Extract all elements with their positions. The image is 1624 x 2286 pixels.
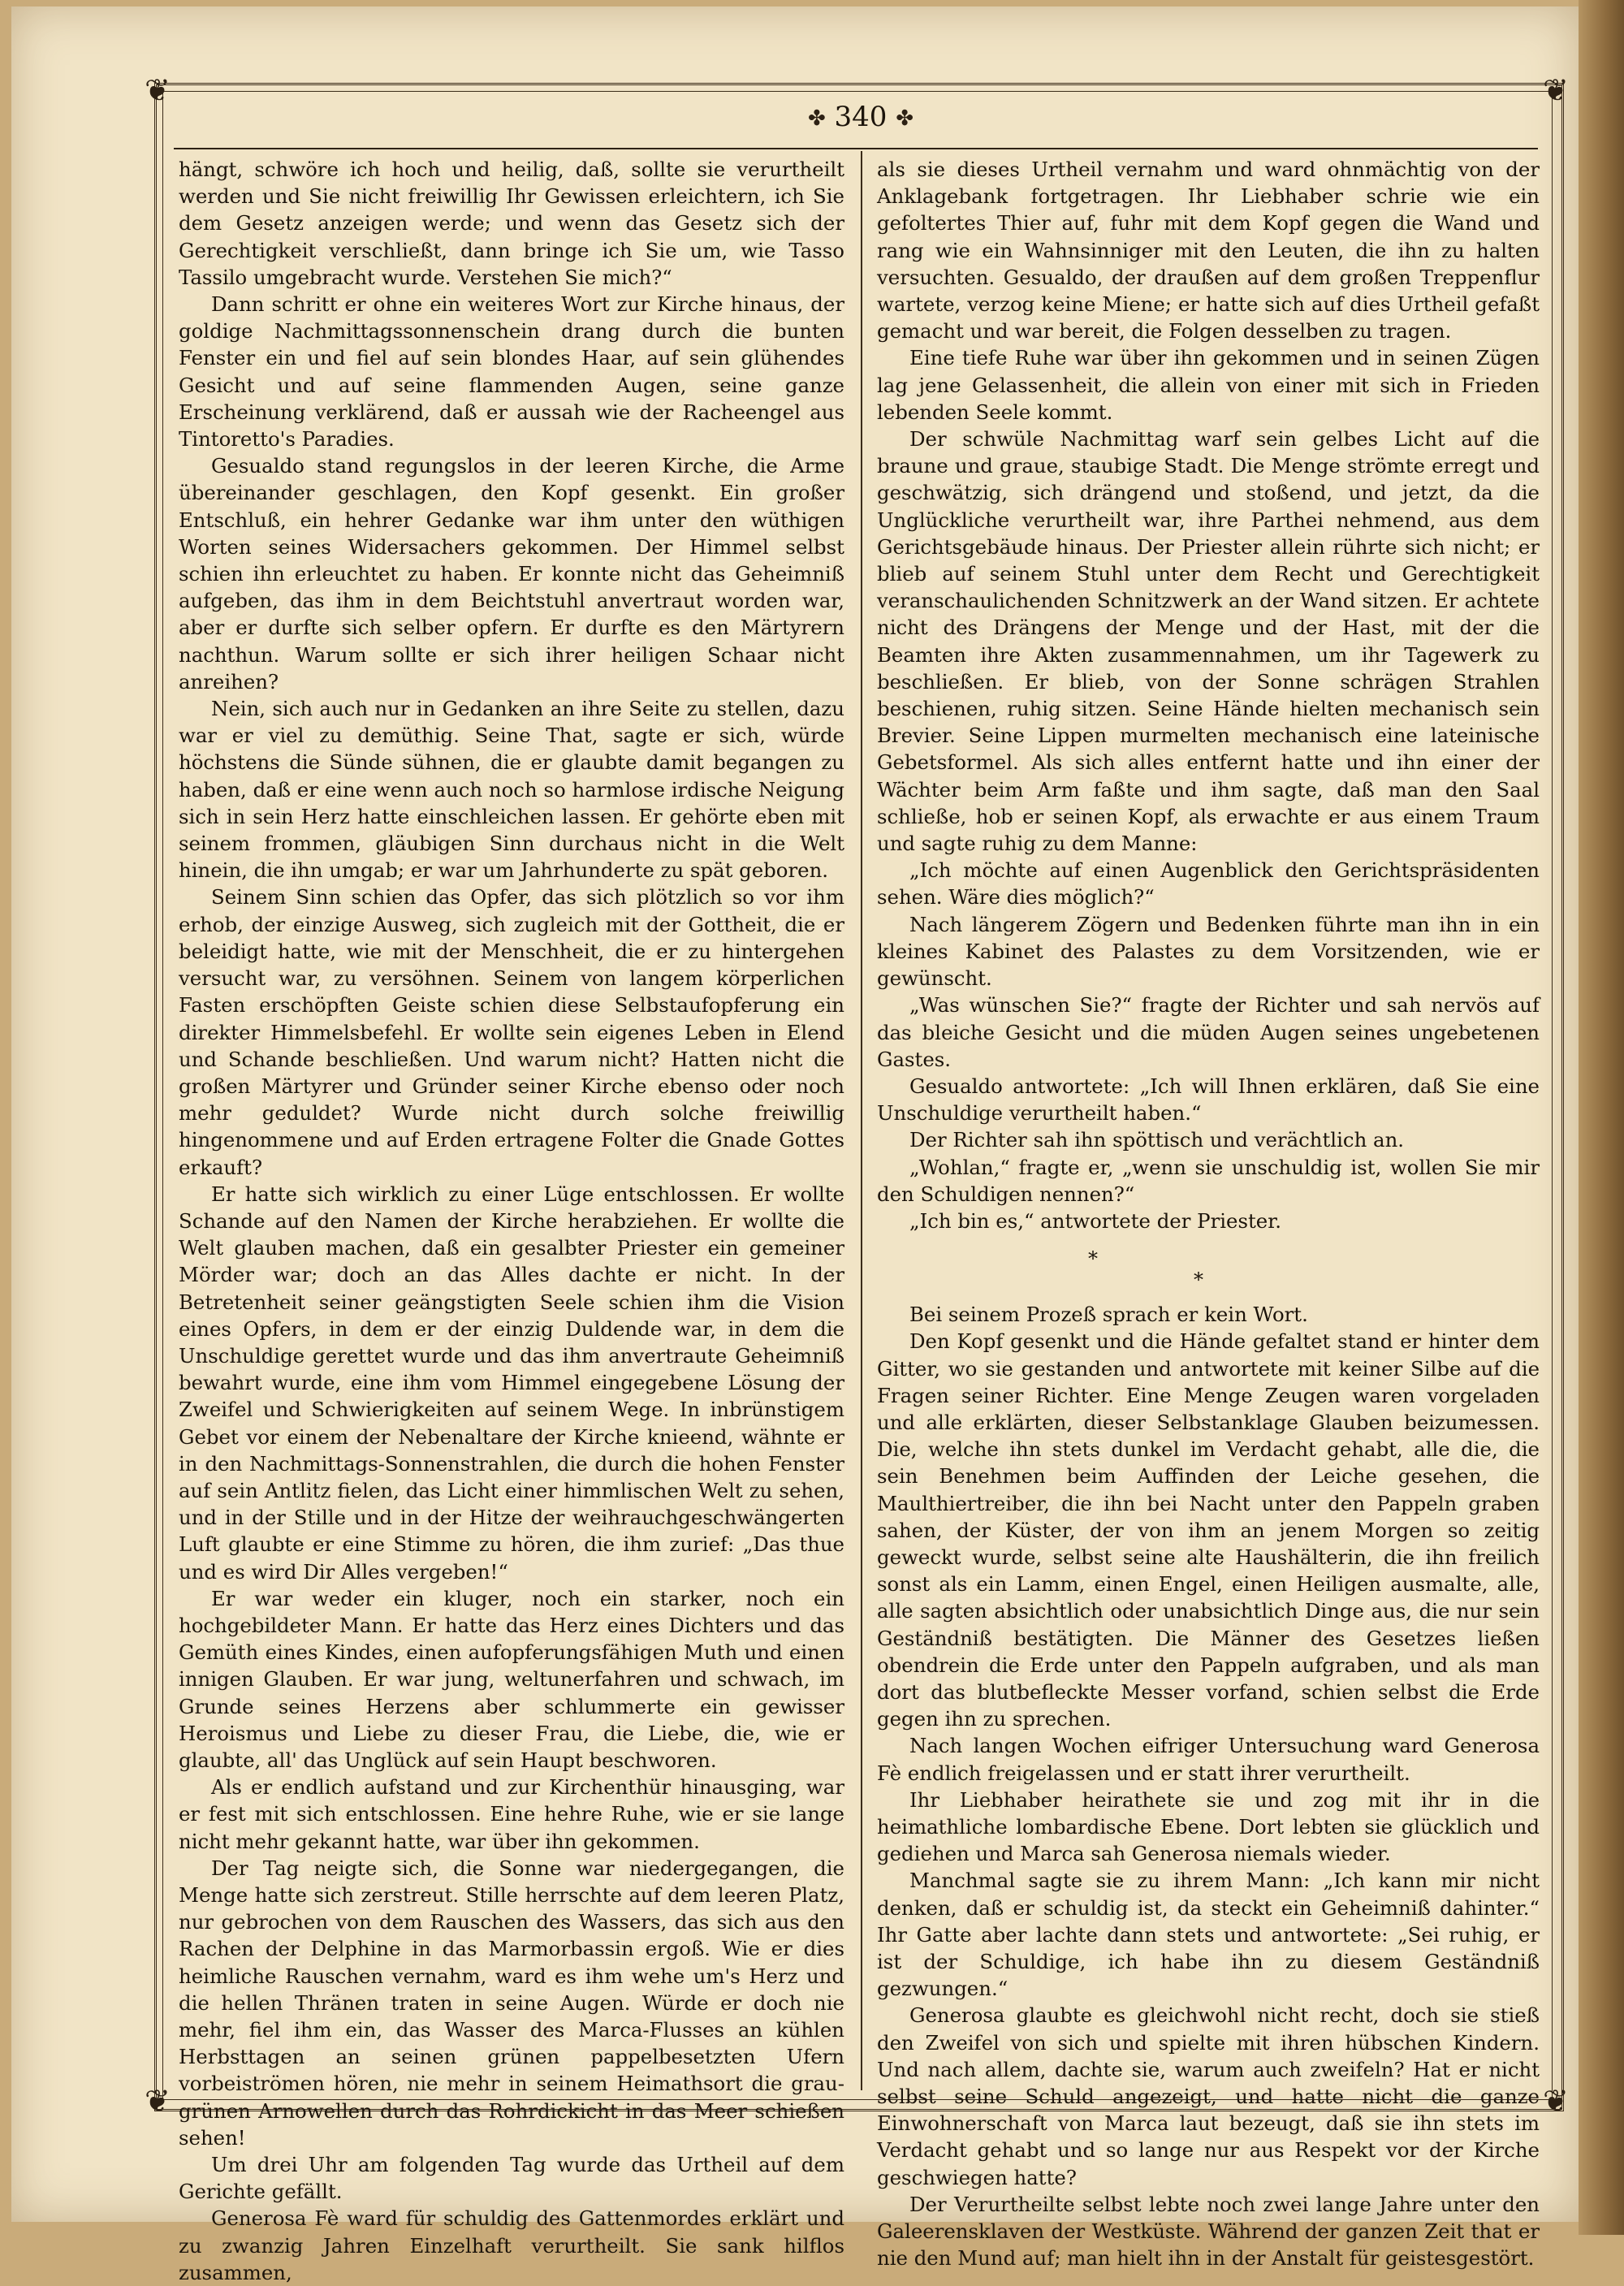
header-left-ornament-icon: ✤ <box>807 106 826 131</box>
left-column <box>179 156 844 2284</box>
paragraph: „Wohlan,“ fragte er, „wenn sie unschuldig ist, wollen Sie mir den Schuldigen nennen?“ <box>877 1155 1540 1206</box>
paragraph: Dann schritt er ohne ein weiteres Wort zur Kirche hinaus, der goldige Nachmittagssonnenschein drang durch die bunten Fenster ein und fiel auf sein blondes Haar, auf sein glühendes Gesicht und auf seine flammenden Augen, seine ganze Erscheinung verklärend, daß er aussah wie der Racheengel aus Tintoretto's Paradies. <box>179 292 844 452</box>
paragraph: Er hatte sich wirklich zu einer Lüge entschlossen. Er wollte Schande auf den Namen der Kirche herabziehen. Er wollte die Welt glauben machen, daß ein gesalbter Priester ein gemeiner Mörder war; doch an das Alles dachte er nicht. In der Betretenheit seiner geängstigten Seele schien ihm die Vision eines Opfers, in dem er der einzig Duldende war, in dem die Unschuldige gerettet wurde und das ihm anvertraute Geheimniß bewahrt wurde, eine ihm vom Himmel eingegebene Lösung der Zweifel und Schwierigkeiten auf seinem Wege. In inbrünstigem Gebet vor einem der Nebenaltare der Kirche knieend, wähnte er in den Nachmittags-Sonnenstrahlen, die durch die hohen Fenster auf sein Antlitz fielen, das Licht einer himmlischen Welt zu sehen, und in der Stille und in der Hitze der weihrauchgeschwängerten Luft glaubte er eine Stimme zu hören, die ihm zurief: „Das thue und es wird Dir Alles vergeben!“ <box>179 1182 844 1584</box>
paragraph: „Was wünschen Sie?“ fragte der Richter und sah nervös auf das bleiche Gesicht und die müden Augen seines ungebetenen Gastes. <box>877 993 1540 1071</box>
paragraph: Der Verurtheilte selbst lebte noch zwei lange Jahre unter den Galeerensklaven der Westküste. Während der ganzen Zeit that er nie den Mund auf; man hielt ihn in der Anstalt für geistesgestört. <box>877 2192 1540 2271</box>
paragraph: Manchmal sagte sie zu ihrem Mann: „Ich kann mir nicht denken, daß er schuldig ist, da steckt ein Geheimniß dahinter.“ Ihr Gatte aber lachte dann stets und antwortete: „Sei ruhig, er ist der Schuldige, ich habe ihn zu diesem Geständniß gezwungen.“ <box>877 1869 1540 2001</box>
paragraph: Der Tag neigte sich, die Sonne war niedergegangen, die Menge hatte sich zerstreut. Stille herrschte auf dem leeren Platz, nur gebrochen von dem Rauschen des Wassers, das sich aus den Rachen der Delphine in das Marmorbassin ergoß. Wie er dies heimliche Rauschen vernahm, ward es ihm wehe um's Herz und die hellen Thränen traten in seine Augen. Würde er doch nie mehr, fiel ihm ein, das Wasser des Marca-Flusses an kühlen Herbsttagen an seinen grünen pappelbesetzten Ufern vorbeiströmen hören, nie mehr in seinem Heimathsort die grau-grünen Arnowellen durch das Rohrdickicht in das Meer schießen sehen! <box>179 1856 844 2150</box>
corner-ornament-icon: ❦ <box>1543 72 1569 108</box>
paragraph: Gesualdo stand regungslos in der leeren Kirche, die Arme übereinander geschlagen, den Kopf gesenkt. Ein großer Entschluß, ein hehrer Gedanke war ihm unter den wüthigen Worten seines Widersachers gekommen. Der Himmel selbst schien ihn erleuchtet zu haben. Er konnte nicht das Geheimniß aufgeben, das ihm in dem Beichtstuhl anvertraut worden war, aber er durfte sich selber opfern. Er durfte es den Märtyrern nachthun. Warum sollte er sich ihrer heiligen Schaar nicht anreihen? <box>179 454 844 694</box>
paragraph: Um drei Uhr am folgenden Tag wurde das Urtheil auf dem Gerichte gefällt. <box>179 2153 844 2204</box>
corner-ornament-icon: ❦ <box>145 72 171 108</box>
page-header <box>731 101 991 143</box>
paragraph: Nach längerem Zögern und Bedenken führte man ihn in ein kleines Kabinet des Palastes zu dem Vorsitzenden, wie er gewünscht. <box>877 912 1540 991</box>
paragraph: Bei seinem Prozeß sprach er kein Wort. <box>909 1303 1308 1327</box>
page-number: 340 <box>834 101 888 133</box>
corner-ornament-icon: ❦ <box>145 2083 171 2119</box>
right-column <box>877 156 1540 2271</box>
paragraph: hängt, schwöre ich hoch und heilig, daß, sollte sie verurtheilt werden und Sie nicht freiwillig Ihr Gewissen erleichtern, ich Sie dem Gesetz anzeigen werde; und wenn das Gesetz sich der Gerechtigkeit verschließt, dann bringe ich Sie um, wie Tasso Tassilo umgebracht wurde. Verstehen Sie mich?“ <box>179 158 844 289</box>
paragraph: Den Kopf gesenkt und die Hände gefaltet stand er hinter dem Gitter, wo sie gestanden und antwortete mit keiner Silbe auf die Fragen seiner Richter. Eine Menge Zeugen waren vorgeladen und alle erklärten, dieser Selbstanklage Glauben beizumessen. Die, welche ihn stets dunkel im Verdacht gehabt, alle die, die sein Benehmen beim Auffinden der Leiche gesehen, die Maulthiertreiber, die ihn bei Nacht unter den Pappeln graben sahen, der Küster, der von ihm an jenem Morgen so zeitig geweckt wurde, selbst seine alte Haushälterin, die ihn freilich sonst als ein Lamm, einen Engel, einen Heiligen ausmalte, alle, alle sagten absichtlich oder unabsichtlich Dinge aus, die nur sein Geständniß bestätigten. Die Männer des Gesetzes ließen obendrein die Erde unter den Pappeln aufgraben, und als man dort das blutbefleckte Messer vorfand, schien selbst die Erde gegen ihn zu sprechen. <box>877 1329 1540 1731</box>
section-break-asterisk: * <box>1088 1247 1098 1271</box>
paragraph: Nach langen Wochen eifriger Untersuchung ward Generosa Fè endlich freigelassen und er statt ihrer verurtheilt. <box>877 1734 1540 1785</box>
paragraph: „Ich bin es,“ antwortete der Priester. <box>909 1208 1281 1233</box>
section-break <box>877 1234 1540 1301</box>
paragraph: Seinem Sinn schien das Opfer, das sich plötzlich so vor ihm erhob, der einzige Ausweg, sich zugleich mit der Gottheit, die er beleidigt hatte, wie mit der Menschheit, die er zu hintergehen versucht war, zu versöhnen. Seinem von langem körperlichen Fasten erschöpften Geiste schien diese Selbstaufopferung ein direkter Himmelsbefehl. Er wollte sein eigenes Leben in Elend und Schande beschließen. Und warum nicht? Hatten nicht die großen Märtyrer und Gründer seiner Kirche ebenso oder noch mehr geduldet? Wurde nicht durch solche freiwillig hingenommene und auf Erden ertragene Folter die Gnade Gottes erkauft? <box>179 885 844 1179</box>
paragraph: Der Richter sah ihn spöttisch und verächtlich an. <box>909 1128 1405 1152</box>
paragraph: Eine tiefe Ruhe war über ihn gekommen und in seinen Zügen lag jene Gelassenheit, die allein von einer mit sich in Frieden lebenden Seele kommt. <box>877 346 1540 424</box>
corner-ornament-icon: ❦ <box>1543 2083 1569 2119</box>
paragraph: Er war weder ein kluger, noch ein starker, noch ein hochgebildeter Mann. Er hatte das Herz eines Dichters und das Gemüth eines Kindes, einen aufopferungsfähigen Muth und einen innigen Glauben. Er war jung, weltunerfahren und schwach, im Grunde seines Herzens aber schlummerte ein gewisser Heroismus und Liebe zu dieser Frau, die Liebe, die, wie er glaubte, all' das Unglück auf sein Haupt beschworen. <box>179 1586 844 1772</box>
header-rule <box>174 148 1538 149</box>
paragraph: Nein, sich auch nur in Gedanken an ihre Seite zu stellen, dazu war er viel zu demüthig. Seine That, sagte er sich, würde höchstens die Sünde sühnen, die er glaubte damit begangen zu haben, daß er eine wenn auch noch so harmlose irdische Neigung sich in sein Herz hatte einschleichen lassen. Er gehörte eben mit seinem frommen, gläubigen Sinn durchaus nicht in die Welt hinein, die ihn umgab; er war um Jahrhunderte zu spät geboren. <box>179 697 844 883</box>
paragraph: „Ich möchte auf einen Augenblick den Gerichtspräsidenten sehen. Wäre dies möglich?“ <box>877 858 1540 910</box>
book-spine <box>1579 0 1624 2235</box>
paragraph: als sie dieses Urtheil vernahm und ward ohnmächtig von der Anklagebank fortgetragen. Ihr Liebhaber schrie wie ein gefoltertes Thier auf, fuhr mit dem Kopf gegen die Wand und rang wie ein Wahnsinniger mit den Leuten, die ihn zu halten versuchten. Gesualdo, der draußen auf dem großen Treppenflur wartete, verzog keine Miene; er hatte sich auf dies Urtheil gefaßt gemacht und war bereit, die Folgen desselben zu tragen. <box>877 158 1540 344</box>
column-divider <box>861 151 862 2090</box>
header-right-ornament-icon: ✤ <box>896 106 914 131</box>
paragraph: Generosa glaubte es gleichwohl nicht recht, doch sie stieß den Zweifel von sich und spielte mit ihren hübschen Kindern. Und nach allem, dachte sie, warum auch zweifeln? Hat er nicht selbst seine Schuld angezeigt, und hatte nicht die ganze Einwohnerschaft von Marca laut bezeugt, daß sie ihn stets im Verdacht gehabt und so lange nur aus Respekt vor der Kirche geschwiegen hatte? <box>877 2003 1540 2189</box>
paragraph: Der schwüle Nachmittag warf sein gelbes Licht auf die braune und graue, staubige Stadt. Die Menge strömte erregt und geschwätzig, sich drängend und stoßend, und jetzt, da die Unglückliche verurtheilt war, ihre Parthei nehmend, aus dem Gerichtsgebäude hinaus. Der Priester allein rührte sich nicht; er blieb auf seinem Stuhl unter dem Recht und Gerechtigkeit veranschaulichenden Schnitzwerk an der Wand sitzen. Er achtete nicht des Drängens der Menge und der Hast, mit der die Beamten ihre Akten zusammennahmen, um ihr Tagewerk zu beschließen. Er blieb, von der Sonne schrägen Strahlen beschienen, ruhig sitzen. Seine Hände hielten mechanisch sein Brevier. Seine Lippen murmelten mechanisch eine lateinische Gebetsformel. Als sich alles entfernt hatte und ihn einer der Wächter beim Arm faßte und ihm sagte, daß man den Saal schließe, hob er seinen Kopf, als erwachte er aus einem Traum und sagte ruhig zu dem Manne: <box>877 427 1540 856</box>
paragraph: Als er endlich aufstand und zur Kirchenthür hinausging, war er fest mit sich entschlossen. Eine hehre Ruhe, wie er sie lange nicht mehr gekannt hatte, war über ihn gekommen. <box>179 1775 844 1853</box>
paragraph: Gesualdo antwortete: „Ich will Ihnen erklären, daß Sie eine Unschuldige verurtheilt haben.“ <box>877 1074 1540 1126</box>
paragraph: Ihr Liebhaber heirathete sie und zog mit ihr in die heimathliche lombardische Ebene. Dort lebten sie glücklich und gediehen und Marca sah Generosa niemals wieder. <box>877 1787 1540 1866</box>
section-break-asterisk: * <box>1194 1268 1203 1292</box>
paragraph: Generosa Fè ward für schuldig des Gattenmordes erklärt und zu zwanzig Jahren Einzelhaft verurtheilt. Sie sank hilflos zusammen, <box>179 2206 844 2284</box>
